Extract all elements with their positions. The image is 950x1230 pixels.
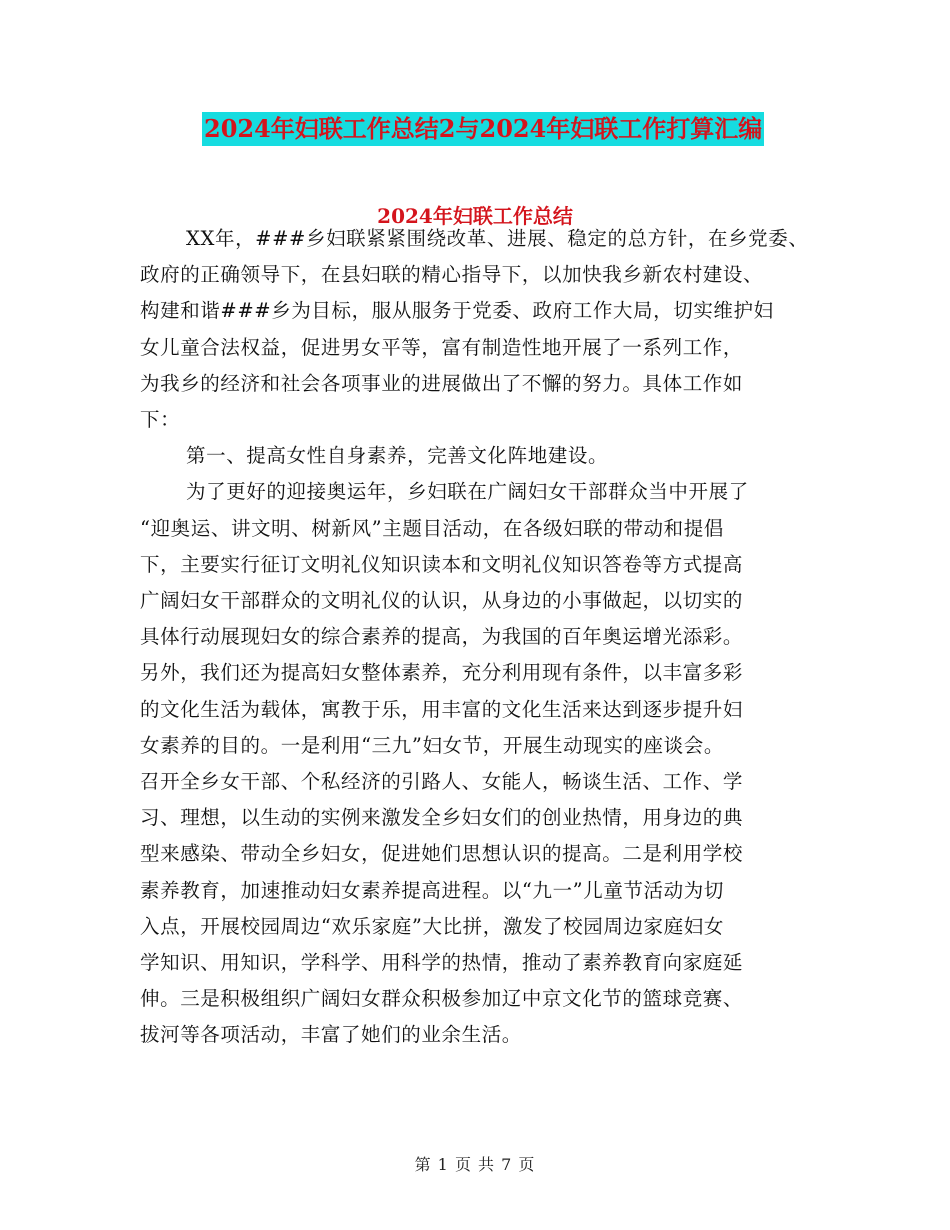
page-footer: 第 1 页 共 7 页	[414, 1155, 536, 1174]
paragraph-line: 的文化生活为载体，寓教于乐，用丰富的文化生活来达到逐步提升妇	[140, 698, 744, 721]
paragraph-line: 构建和谐###乡为目标，服从服务于党委、政府工作大局，切实维护妇	[140, 299, 774, 322]
paragraph-line: 政府的正确领导下，在县妇联的精心指导下，以加快我乡新农村建设、	[140, 263, 764, 286]
section-title: 2024年妇联工作总结	[377, 204, 573, 228]
document-title: 2024年妇联工作总结2与2024年妇联工作打算汇编	[202, 112, 764, 146]
paragraph-line: 素养教育，加速推动妇女素养提高进程。以“九一”儿童节活动为切	[140, 879, 724, 902]
paragraph-line: 为了更好的迎接奥运年，乡妇联在广阔妇女干部群众当中开展了	[186, 480, 749, 503]
paragraph-line: 另外，我们还为提高妇女整体素养，充分利用现有条件，以丰富多彩	[140, 661, 744, 684]
paragraph-line: 入点，开展校园周边“欢乐家庭”大比拼，激发了校园周边家庭妇女	[140, 915, 724, 938]
paragraph-line: 广阔妇女干部群众的文明礼仪的认识，从身边的小事做起，以切实的	[140, 589, 744, 612]
paragraph-line: 召开全乡女干部、个私经济的引路人、女能人，畅谈生活、工作、学	[140, 770, 744, 793]
paragraph-line: 为我乡的经济和社会各项事业的进展做出了不懈的努力。具体工作如	[140, 372, 744, 395]
paragraph-line: 拔河等各项活动，丰富了她们的业余生活。	[140, 1023, 522, 1046]
paragraph-heading: 第一、提高女性自身素养，完善文化阵地建设。	[186, 444, 609, 467]
paragraph-line: 下：	[140, 408, 181, 431]
paragraph-line: 学知识、用知识，学科学、用科学的热情，推动了素养教育向家庭延	[140, 951, 744, 974]
paragraph-line: 女素养的目的。一是利用“三九”妇女节，开展生动现实的座谈会。	[140, 734, 724, 757]
paragraph-line: 习、理想，以生动的实例来激发全乡妇女们的创业热情，用身边的典	[140, 806, 744, 829]
paragraph-line: 具体行动展现妇女的综合素养的提高，为我国的百年奥运增光添彩。	[140, 625, 744, 648]
paragraph-line: “迎奥运、讲文明、树新风”主题目活动，在各级妇联的带动和提倡	[140, 517, 724, 540]
paragraph-line: 女儿童合法权益，促进男女平等，富有制造性地开展了一系列工作，	[140, 336, 744, 359]
paragraph-line: 伸。三是积极组织广阔妇女群众积极参加辽中京文化节的篮球竞赛、	[140, 987, 744, 1010]
paragraph-line: XX年，###乡妇联紧紧围绕改革、进展、稳定的总方针，在乡党委、	[186, 227, 809, 250]
paragraph-line: 下，主要实行征订文明礼仪知识读本和文明礼仪知识答卷等方式提高	[140, 553, 744, 576]
paragraph-line: 型来感染、带动全乡妇女，促进她们思想认识的提高。二是利用学校	[140, 842, 744, 865]
